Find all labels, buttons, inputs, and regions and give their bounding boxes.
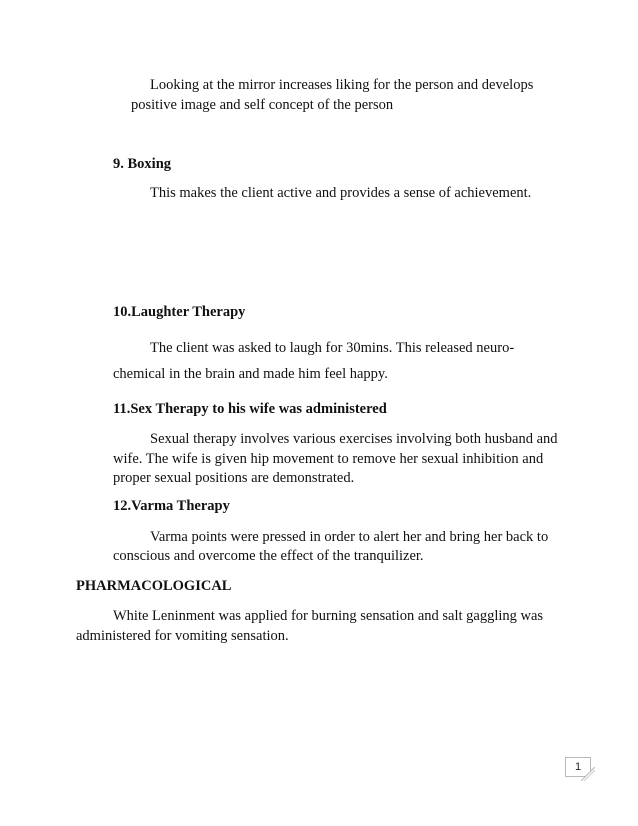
boxing-heading: 9. Boxing: [113, 156, 172, 172]
varma-therapy-heading: 12.Varma Therapy: [113, 498, 230, 514]
varma-text-line-2: conscious and overcome the effect of the tranquilizer.: [113, 548, 424, 564]
varma-text-line-1: Varma points were pressed in order to alert her and bring her back to: [150, 529, 549, 545]
sex-therapy-text-line-3: proper sexual positions are demonstrated.: [113, 470, 355, 486]
sex-therapy-text-line-2: wife. The wife is given hip movement to remove her sexual inhibition and: [113, 451, 544, 467]
laughter-text-line-2: chemical in the brain and made him feel happy.: [113, 366, 388, 382]
pharmacological-heading: PHARMACOLOGICAL: [76, 578, 232, 594]
pharmacological-text-line-2: administered for vomiting sensation.: [76, 628, 289, 644]
laughter-text-line-1: The client was asked to laugh for 30mins. This released neuro-: [150, 340, 515, 356]
boxing-text: This makes the client active and provides a sense of achievement.: [150, 185, 532, 201]
page-number: 1: [565, 757, 591, 777]
mirror-text-line-1: Looking at the mirror increases liking for the person and develops: [150, 77, 534, 93]
laughter-therapy-heading: 10.Laughter Therapy: [113, 304, 246, 320]
mirror-text-line-2: positive image and self concept of the person: [131, 97, 394, 113]
sex-therapy-heading: 11.Sex Therapy to his wife was administered: [113, 401, 387, 417]
sex-therapy-text-line-1: Sexual therapy involves various exercises involving both husband and: [150, 431, 558, 447]
pharmacological-text-line-1: White Leninment was applied for burning sensation and salt gaggling was: [113, 608, 544, 624]
page-curl-icon: [581, 767, 595, 781]
